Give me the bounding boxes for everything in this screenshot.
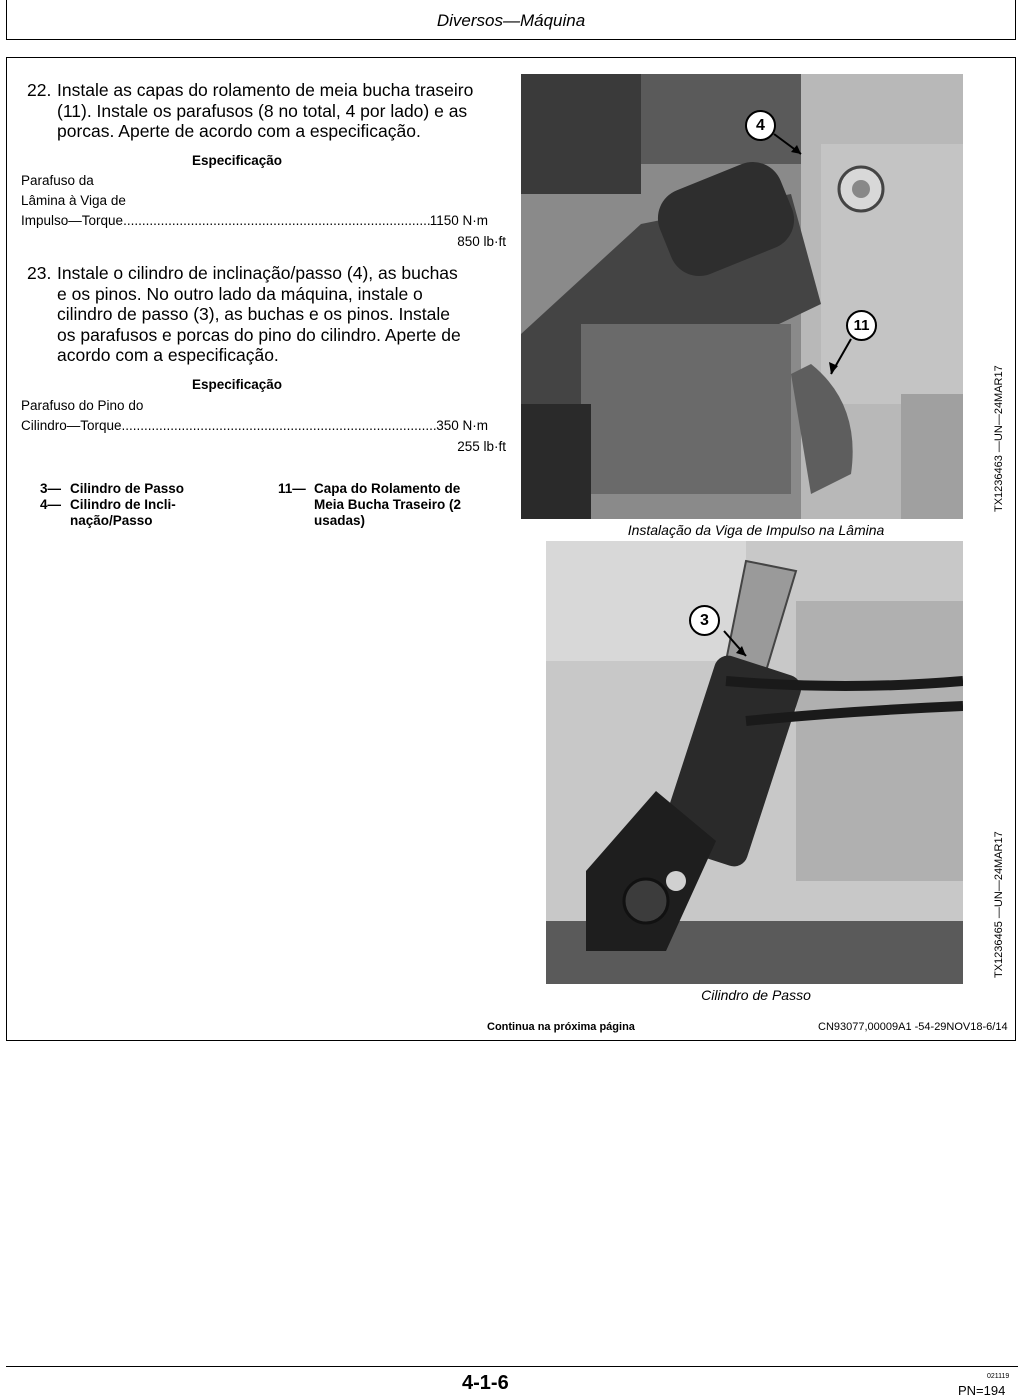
spec-2-label-line1: Parafuso do Pino do xyxy=(21,398,144,413)
legend-right xyxy=(278,481,461,529)
step-22 xyxy=(27,80,502,142)
step-22-line1: Instale as capas do rolamento de meia bucha traseiro xyxy=(57,80,474,100)
step-22-line2: (11). Instale os parafusos (8 no total, 4 por lado) e as xyxy=(57,100,468,121)
step-23-line1: Instale o cilindro de inclinação/passo (4), as buchas xyxy=(57,263,458,283)
spec-1-row xyxy=(21,213,488,228)
step-22-line3: porcas. Aperte de acordo com a especificação. xyxy=(57,121,421,141)
figure-2-code: TX1236465 —UN—24MAR17 xyxy=(993,831,1005,978)
step-23-line2: e os pinos. No outro lado da máquina, instale o xyxy=(57,283,423,304)
spec-1-title: Especificação xyxy=(192,153,283,168)
figure-1-callout-a: 4 xyxy=(745,110,776,141)
legend-key-4: 4— xyxy=(40,497,62,512)
footer-small-code: 021119 xyxy=(987,1373,1010,1380)
step-22-number: 22. xyxy=(27,80,52,100)
spec-2-leader-dots xyxy=(122,418,437,433)
spec-2-row xyxy=(21,418,488,433)
legend-text-4b: nação/Passo xyxy=(70,513,153,528)
spec-2-title: Especificação xyxy=(192,377,283,392)
spec-2-label-line2: Cilindro—Torque xyxy=(21,418,122,433)
step-23-line5: acordo com a especificação. xyxy=(57,345,279,365)
legend-key-11: 11— xyxy=(278,481,306,496)
legend-text-11c: usadas) xyxy=(314,513,366,528)
legend-text-3: Cilindro de Passo xyxy=(70,481,185,496)
figure-2-caption: Cilindro de Passo xyxy=(701,987,811,1003)
step-23-line4: os parafusos e porcas do pino do cilindro. Aperte de xyxy=(57,324,461,345)
spec-1-value-metric: 1150 N·m xyxy=(429,213,488,228)
header-title: Diversos—Máquina xyxy=(436,11,586,30)
pn-label: PN=194 xyxy=(958,1383,1006,1398)
page-header xyxy=(6,0,1016,40)
spec-1-label-line3: Impulso—Torque xyxy=(21,213,124,228)
spec-2-value-imperial: 255 lb·ft xyxy=(457,439,506,454)
legend-text-4a: Cilindro de Incli- xyxy=(70,497,176,512)
page-number: 4-1-6 xyxy=(462,1372,509,1394)
figure-1-callout-b: 11 xyxy=(846,310,877,341)
figure-2-callouts xyxy=(546,541,963,984)
legend-left xyxy=(40,481,184,529)
spec-1-value-imperial: 850 lb·ft xyxy=(457,234,506,249)
document-reference: CN93077,00009A1 -54-29NOV18-6/14 xyxy=(818,1021,1008,1033)
step-23-number: 23. xyxy=(27,263,52,283)
figure-1-callouts xyxy=(521,74,963,519)
footer-rule xyxy=(6,1366,1018,1367)
step-23 xyxy=(27,263,502,366)
figure-1-photo xyxy=(521,74,963,519)
figure-2-photo xyxy=(546,541,963,984)
spec-2-value-metric: 350 N·m xyxy=(436,418,488,433)
figure-1-caption: Instalação da Viga de Impulso na Lâmina xyxy=(627,522,885,538)
spec-1-leader-dots xyxy=(123,213,430,228)
legend-text-11a: Capa do Rolamento de xyxy=(314,481,461,496)
step-23-line3: cilindro de passo (3), as buchas e os pinos. Instale xyxy=(57,304,450,324)
legend-text-11b: Meia Bucha Traseiro (2 xyxy=(314,497,462,512)
figure-1-code: TX1236463 —UN—24MAR17 xyxy=(993,365,1005,512)
spec-1-label-line2: Lâmina à Viga de xyxy=(21,193,126,208)
legend-key-3: 3— xyxy=(40,481,62,496)
spec-1-label-line1: Parafuso da xyxy=(21,173,94,188)
continue-notice: Continua na próxima página xyxy=(487,1021,635,1033)
figure-2-callout: 3 xyxy=(689,605,720,636)
